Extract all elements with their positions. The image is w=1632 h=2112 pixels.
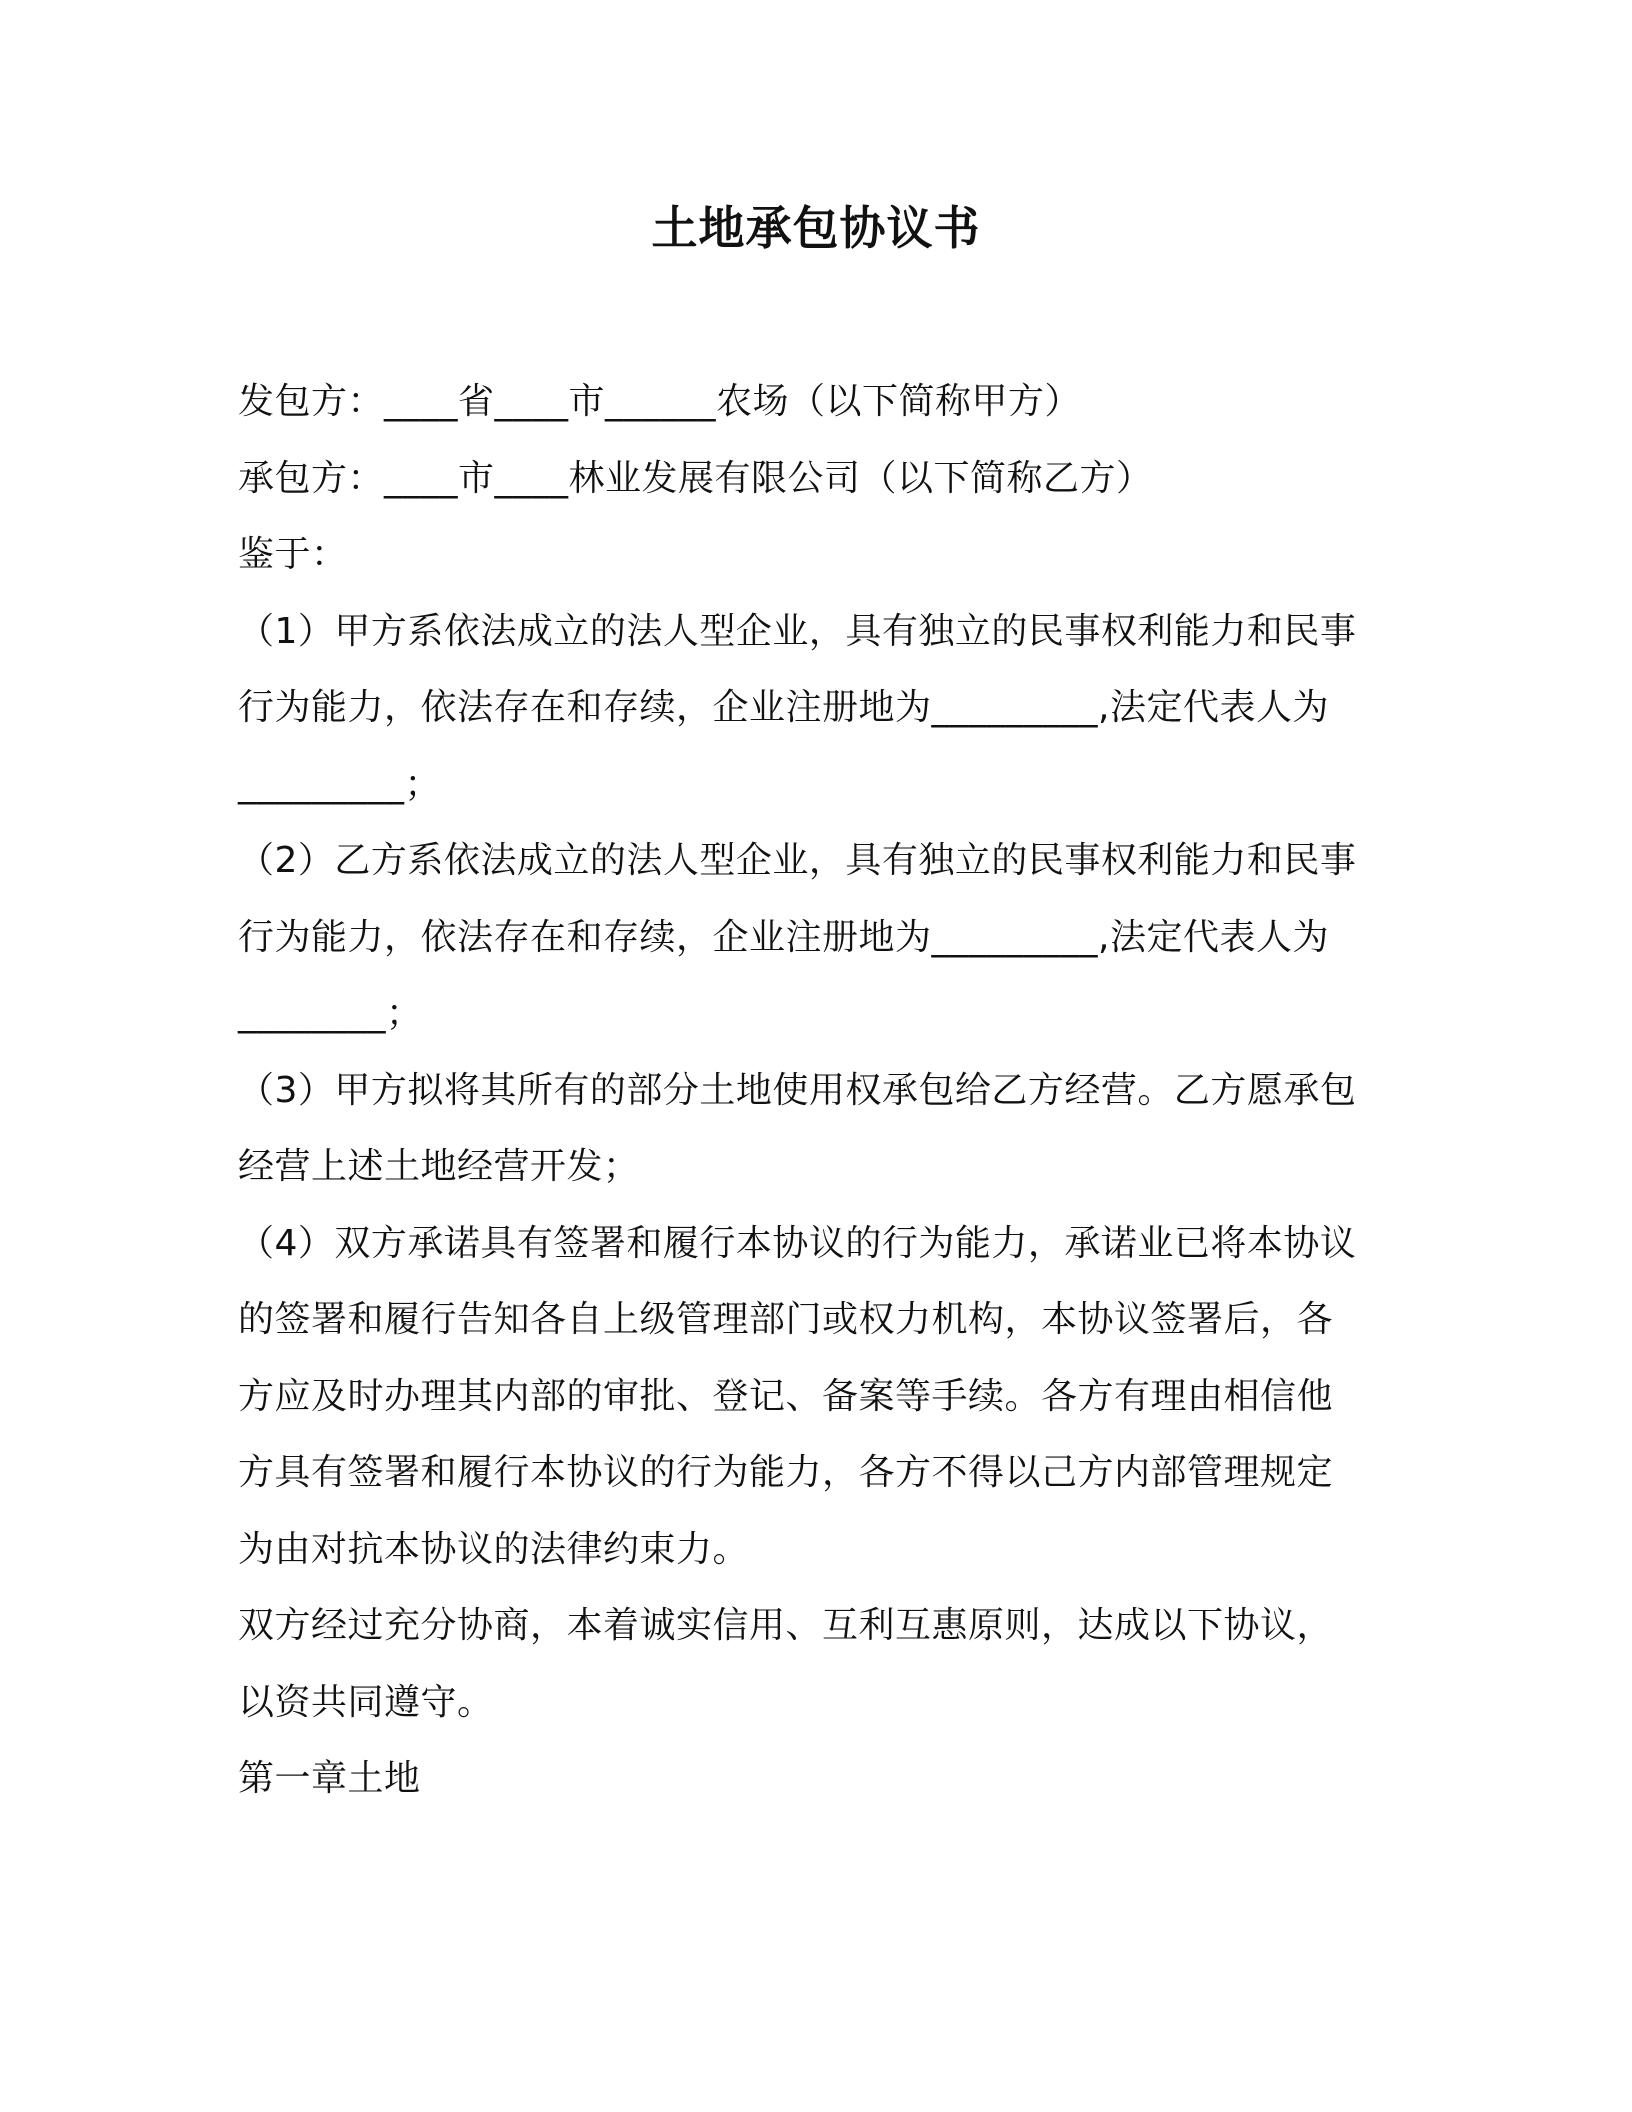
clause-line-9: ________； <box>238 993 423 1034</box>
clause-line-7: （2）乙方系依法成立的法人型企业，具有独立的民事权利能力和民事 <box>238 840 1357 881</box>
clause-line-1: 发包方：____省____市______农场（以下简称甲方） <box>238 381 1082 422</box>
clause-line-2: 承包方：____市____林业发展有限公司（以下简称乙方） <box>238 457 1153 499</box>
clause-line-5: 行为能力，依法存在和存续，企业注册地为_________,法定代表人为 <box>238 687 1329 728</box>
clause-line-16: 为由对抗本协议的法律约束力。 <box>238 1528 750 1570</box>
clause-line-14: 方应及时办理其内部的审批、登记、备案等手续。各方有理由相信他 <box>238 1375 1334 1417</box>
clause-line-18: 以资共同遵守。 <box>238 1681 494 1723</box>
clause-line-11: 经营上述土地经营开发； <box>238 1146 640 1187</box>
clause-line-6: _________； <box>238 763 442 805</box>
document-body <box>238 364 1388 1818</box>
clause-line-4: （1）甲方系依法成立的法人型企业，具有独立的民事权利能力和民事 <box>238 610 1357 652</box>
clause-line-10: （3）甲方拟将其所有的部分土地使用权承包给乙方经营。乙方愿承包 <box>238 1069 1357 1111</box>
clause-line-13: 的签署和履行告知各自上级管理部门或权力机构，本协议签署后，各 <box>238 1299 1334 1340</box>
document-title: 土地承包协议书 <box>651 201 981 255</box>
clause-line-17: 双方经过充分协商，本着诚实信用、互利互惠原则，达成以下协议， <box>238 1605 1334 1646</box>
clause-line-15: 方具有签署和履行本协议的行为能力，各方不得以己方内部管理规定 <box>238 1452 1334 1493</box>
clause-line-12: （4）双方承诺具有签署和履行本协议的行为能力，承诺业已将本协议 <box>238 1222 1357 1264</box>
chapter-heading: 第一章土地 <box>238 1758 421 1799</box>
clause-line-8: 行为能力，依法存在和存续，企业注册地为_________,法定代表人为 <box>238 916 1329 958</box>
clause-line-3: 鉴于： <box>238 534 348 575</box>
